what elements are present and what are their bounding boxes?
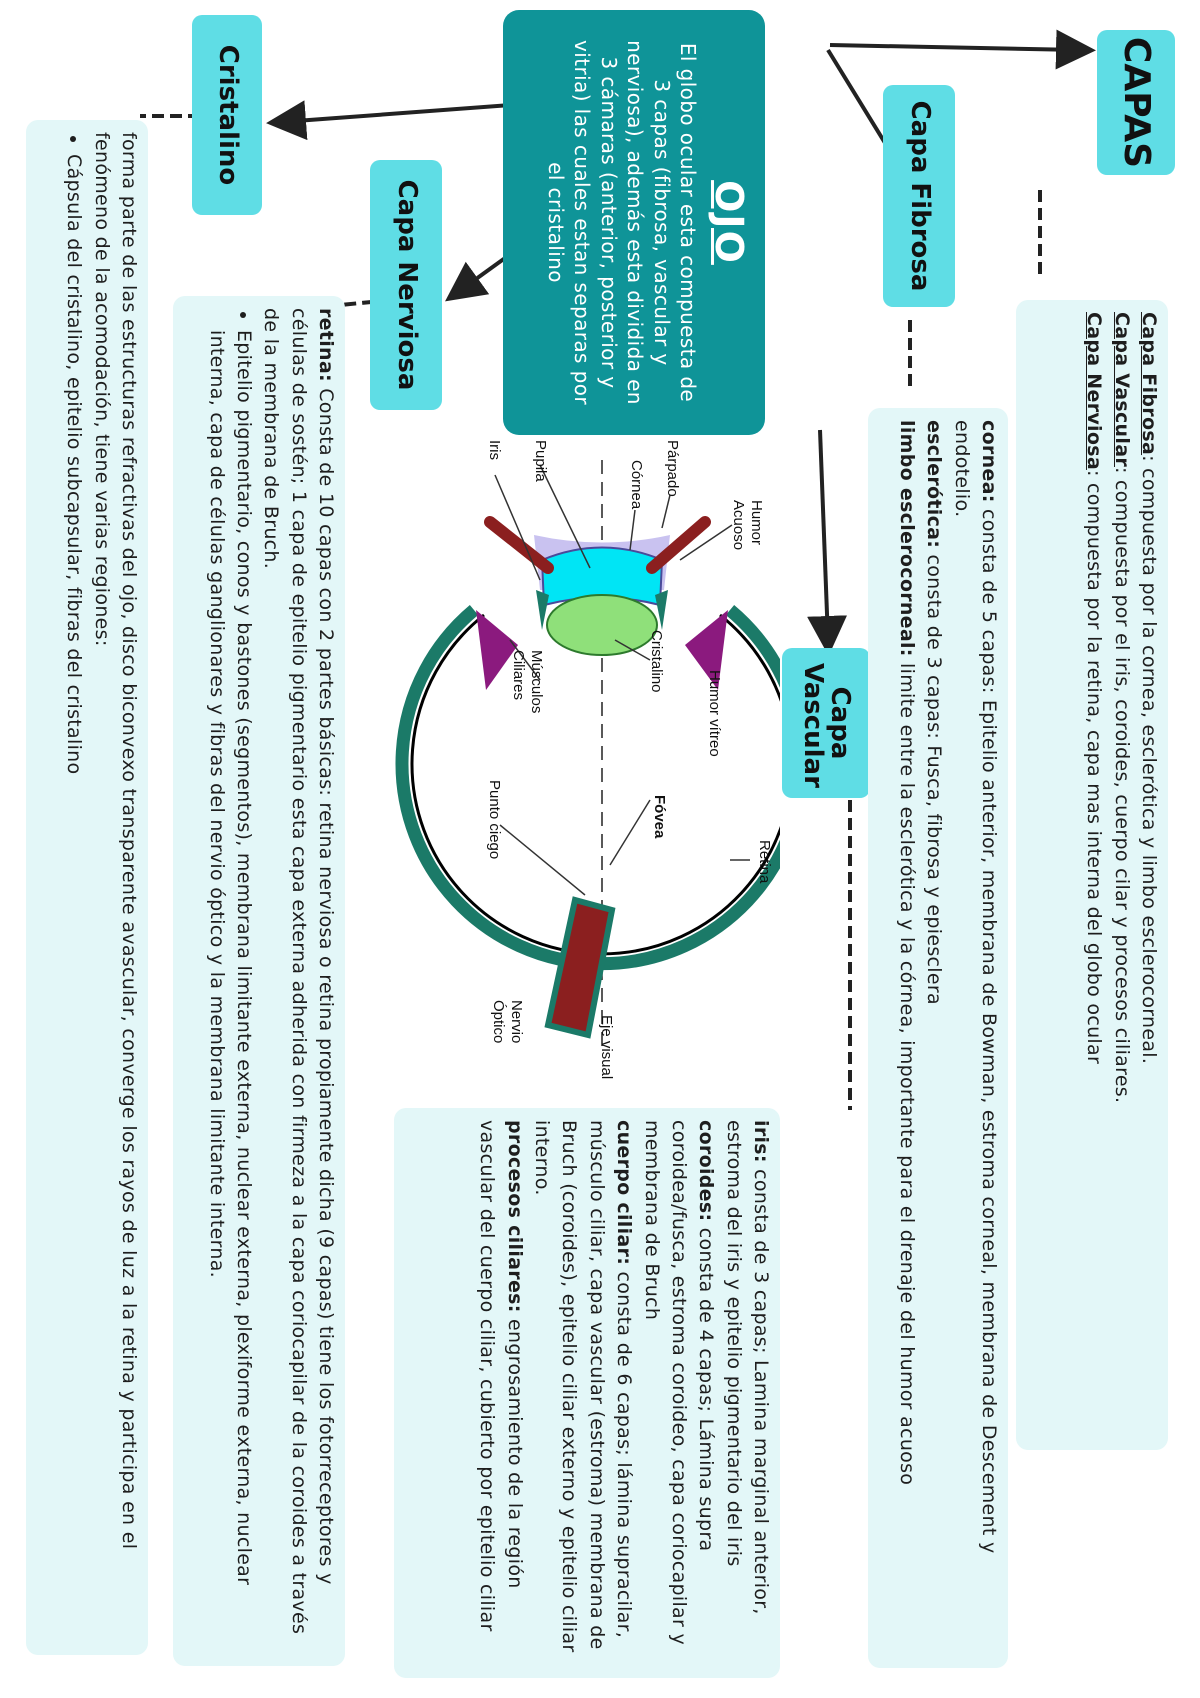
label-pupila: Pupila <box>532 440 549 482</box>
label-musculos-ciliares: Músculos <box>528 650 545 714</box>
vascular-item: coroides: consta de 4 capas; Lámina supra coroidea/fusca, estroma coroideo, capa coriocapilar y membrana de Bruch <box>640 1120 718 1645</box>
label-punto-ciego: Punto ciego <box>486 780 503 860</box>
label-humor-acuoso: Humor <box>748 500 765 546</box>
tag-capas <box>1097 30 1175 175</box>
nerviosa-text: retina: Consta de 10 capas con 2 partes básicas: retina nerviosa o retina propiamente dicha (9 capas) tiene los fotorreceptores y células de sostén; 1 capa de epitelio pigmentario esta capa externa adherida con firmeza a la capa coriocapilar de la coroides a través de la membrana de Bruch. <box>260 308 337 1635</box>
vascular-item: cuerpo ciliar: consta de 6 capas; lámina supracilar, músculo ciliar, capa vascular (estroma) membrana de Bruch (coroides), epitelio ciliar externo y epitelio ciliar interno. <box>531 1120 636 1653</box>
arrow-to-capa-vascular <box>820 430 828 640</box>
fibrosa-item: cornea: consta de 5 capas: Epitelio anterior, membrana de Bowman, estroma corneal, membrana de Descement y endotelio. <box>950 420 1000 1554</box>
label-humor-acuoso: Acuoso <box>730 500 747 551</box>
tag-capa-fibrosa-label: Capa Fibrosa <box>904 100 935 292</box>
arrow-to-cristalino <box>282 103 538 122</box>
leader-line <box>610 800 650 865</box>
ojo-title: OJO <box>707 180 751 265</box>
cristalino-text: forma parte de las estructuras refractivas del ojo, disco biconvexo transparente avascular, converge los rayos de luz a la retina y participa en el fenómeno de la acomodación, tiene varias regiones: <box>90 132 140 1550</box>
vascular-item: procesos ciliares: engrosamiento de la región vascular del cuerpo ciliar, cubierto por epitelio ciliar <box>476 1120 526 1632</box>
capas-item: Capa Nerviosa: compuesta por la retina, capa mas interna del globo ocular <box>1083 312 1106 1065</box>
ojo-box <box>503 10 765 435</box>
capas-item: Capa Vascular: compuesta por el iris, coroides, cuerpo cilar y procesos ciliares. <box>1110 312 1133 1104</box>
fibrosa-note <box>868 408 1008 1668</box>
capas-item: Capa Fibrosa: compuesta por la cornea, esclerótica y limbo esclerocorneal. <box>1138 312 1160 1065</box>
ojo-description: El globo ocular esta compuesta de 3 capas (fibrosa, vascular y nerviosa), además esta dividida en 3 cámaras (anterior, posterior y vitria) las cuales estan separas por el cristalino <box>544 40 700 405</box>
fibrosa-item: limbo esclerocorneal: limite entre la esclerótica y la córnea, importante para el drenaje del humor acuoso <box>895 420 918 1486</box>
tag-cristalino <box>192 15 262 215</box>
fibrosa-item: esclerótica: consta de 3 capas: Fusca, fibrosa y epiesclera <box>923 420 946 1005</box>
label-humor-vitreo: Humor vítreo <box>706 670 723 757</box>
label-fovea: Fóvea <box>651 795 668 839</box>
label-iris: Iris <box>486 440 503 460</box>
cristalino-note <box>26 120 148 1655</box>
label-cornea: Córnea <box>628 460 645 510</box>
cristalino-bullet: • Cápsula del cristalino, epitelio subcapsular, fibras del cristalino <box>60 154 87 1643</box>
eye-diagram <box>330 440 780 1080</box>
nerviosa-note <box>173 296 345 1666</box>
label-cristalino: Cristalino <box>648 630 665 693</box>
tag-capa-nerviosa-label: Capa Nerviosa <box>391 179 422 391</box>
label-musculos-ciliares: Ciliares <box>510 650 527 701</box>
vascular-item: iris: consta de 3 capas; Lamina marginal anterior, estroma del iris y epitelio pigmentario del iris <box>722 1120 772 1615</box>
tag-capa-fibrosa <box>883 85 955 307</box>
label-nervio-optico: Óptico <box>490 1000 507 1044</box>
vascular-note <box>394 1108 780 1678</box>
tag-cristalino-label: Cristalino <box>212 44 243 186</box>
leader-line <box>662 495 670 528</box>
tag-capa-vascular <box>782 648 870 798</box>
nerviosa-bullet: • Epitelio pigmentario, conos y bastones (segmentos), membrana limitante externa, nuclear externa, plexiforme externa, nuclear interna, capa de células ganglionares y fibras del nervio óptico y la membrana limitante interna. <box>202 330 257 1654</box>
tag-capa-nerviosa <box>370 160 442 410</box>
tag-capas-label: CAPAS <box>1115 36 1157 169</box>
label-retina: Retina <box>756 840 773 884</box>
tag-capa-vascular-label: Capa Vascular <box>798 663 856 788</box>
label-parpado: Párpado <box>664 440 681 497</box>
leader-line <box>500 825 585 895</box>
lens <box>547 595 657 655</box>
label-nervio-optico: Nervio <box>508 1000 525 1044</box>
arrow-to-capas <box>830 45 1080 50</box>
capas-note <box>1016 300 1168 1450</box>
label-eje-visual: Eje visual <box>598 1015 615 1080</box>
